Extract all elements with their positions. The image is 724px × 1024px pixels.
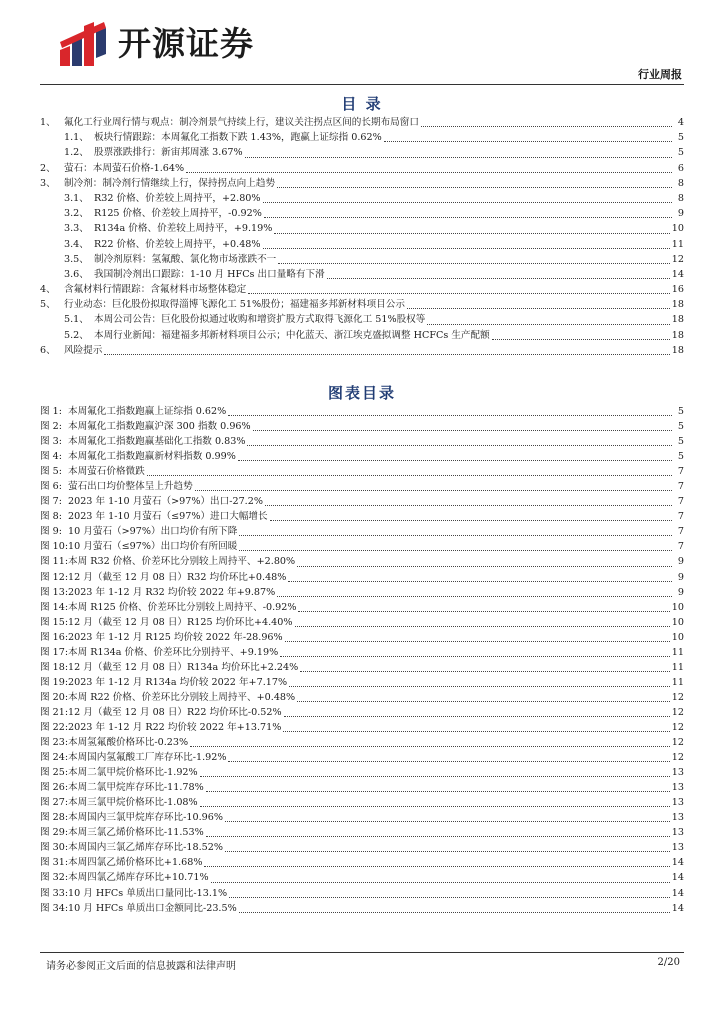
- entry-page: 18: [671, 314, 684, 326]
- leader-dots: [211, 881, 670, 883]
- entry-title: 本周三氯乙烯价格环比-11.53%: [68, 827, 204, 839]
- entry-title: 氟化工行业周行情与观点：制冷剂景气持续上行，建议关注拐点区间的长期布局窗口: [64, 117, 419, 128]
- company-logo: [58, 18, 273, 68]
- footer-divider: [40, 952, 684, 953]
- entry-title: 含氟材料行情跟踪：含氟材料市场整体稳定: [64, 284, 247, 296]
- entry-number: 5.2、: [64, 329, 89, 341]
- entry-page: 12: [671, 737, 684, 749]
- entry-title: 股票涨跌排行：新宙邦周涨 3.67%: [94, 147, 243, 159]
- entry-number: 1.2、: [64, 147, 89, 159]
- leader-dots: [427, 323, 669, 325]
- figure-entry[interactable]: [40, 780, 684, 795]
- leader-dots: [492, 338, 670, 340]
- entry-number: 图 22:: [40, 721, 69, 733]
- entry-page: 5: [677, 451, 684, 463]
- entry-title: 2023 年 1-10 月萤石（≤97%）进口大幅增长: [68, 511, 268, 523]
- entry-page: 13: [671, 767, 684, 779]
- entry-page: 6: [677, 162, 684, 174]
- entry-number: 图 10:: [40, 541, 69, 553]
- entry-title: 本周公司公告：巨化股份拟通过收购和增资扩股方式取得飞源化工 51%股权等: [94, 314, 426, 326]
- figure-entry[interactable]: [40, 404, 684, 419]
- leader-dots: [195, 489, 672, 491]
- toc-list: [40, 115, 684, 358]
- entry-number: 图 21:: [40, 706, 69, 718]
- figure-entry[interactable]: [40, 886, 684, 901]
- leader-dots: [298, 610, 669, 612]
- leader-dots: [274, 232, 669, 234]
- leader-dots: [238, 459, 672, 461]
- leader-dots: [190, 745, 670, 747]
- entry-title: 本周萤石价格微跌: [68, 466, 145, 478]
- entry-number: 图 13:: [40, 586, 69, 598]
- figure-entry[interactable]: [40, 539, 684, 554]
- entry-title: R125 价格、价差较上周持平，-0.92%: [94, 208, 262, 220]
- entry-number: 2、: [40, 162, 56, 174]
- entry-title: 2023 年 1-12 月 R134a 均价较 2022 年+7.17%: [68, 676, 288, 688]
- entry-title: 本周国内三氯甲烷库存环比-10.96%: [68, 812, 223, 824]
- entry-page: 12: [671, 253, 684, 265]
- leader-dots: [277, 186, 672, 188]
- leader-dots: [247, 444, 672, 446]
- toc-entry[interactable]: [40, 343, 684, 358]
- leader-dots: [384, 140, 672, 142]
- entry-number: 5.1、: [64, 314, 89, 326]
- leader-dots: [104, 353, 669, 355]
- figure-entry[interactable]: [40, 554, 684, 569]
- entry-title: 本周 R134a 价格、价差环比分别持平、+9.19%: [68, 646, 279, 658]
- figure-index-title: 图表目录: [327, 384, 396, 402]
- entry-page: 9: [677, 571, 684, 583]
- entry-page: 7: [677, 511, 684, 523]
- toc-entry[interactable]: [40, 312, 684, 327]
- entry-number: 图 11:: [40, 556, 69, 568]
- toc-entry[interactable]: [40, 130, 684, 145]
- toc-entry[interactable]: [40, 297, 684, 312]
- entry-page: 13: [671, 812, 684, 824]
- entry-title: 2023 年 1-12 月 R125 均价较 2022 年-28.96%: [68, 631, 283, 643]
- entry-page: 13: [671, 797, 684, 809]
- figure-entry[interactable]: [40, 720, 684, 735]
- entry-number: 3、: [40, 177, 56, 189]
- entry-number: 图 4:: [40, 451, 62, 463]
- entry-page: 11: [671, 676, 684, 688]
- figure-entry[interactable]: [40, 855, 684, 870]
- entry-number: 图 33:: [40, 887, 69, 899]
- entry-number: 图 25:: [40, 767, 69, 779]
- entry-title: 制冷剂原料：氢氟酸、氯化物市场涨跌不一: [94, 253, 277, 265]
- entry-number: 图 3:: [40, 436, 62, 448]
- entry-page: 12: [671, 752, 684, 764]
- entry-title: 本周行业新闻：福建福多邦新材料项目公示；中化蓝天、浙江埃克盛拟调整 HCFCs 生产配额: [94, 329, 490, 341]
- entry-title: 本周二氯甲烷价格环比-1.92%: [68, 767, 198, 779]
- leader-dots: [280, 655, 670, 657]
- entry-page: 18: [671, 329, 684, 341]
- entry-page: 7: [677, 526, 684, 538]
- entry-title: 萤石：本周萤石价格-1.64%: [64, 162, 185, 174]
- leader-dots: [289, 685, 670, 687]
- leader-dots: [297, 700, 670, 702]
- entry-page: 8: [677, 177, 684, 189]
- entry-page: 16: [671, 284, 684, 296]
- entry-number: 图 15:: [40, 616, 69, 628]
- entry-title: 本周氟化工指数跑赢新材料指数 0.99%: [68, 451, 236, 463]
- entry-number: 4、: [40, 284, 56, 296]
- entry-number: 图 14:: [40, 601, 69, 613]
- entry-page: 18: [671, 299, 684, 311]
- leader-dots: [206, 835, 670, 837]
- entry-number: 1.1、: [64, 132, 89, 144]
- toc-entry[interactable]: [40, 176, 684, 191]
- figure-entry[interactable]: [40, 735, 684, 750]
- toc-entry[interactable]: [40, 237, 684, 252]
- entry-page: 11: [671, 646, 684, 658]
- toc-entry[interactable]: [40, 328, 684, 343]
- entry-page: 13: [671, 782, 684, 794]
- leader-dots: [200, 805, 670, 807]
- leader-dots: [407, 307, 670, 309]
- entry-number: 图 5:: [40, 466, 62, 478]
- entry-page: 9: [677, 208, 684, 220]
- figure-entry[interactable]: [40, 585, 684, 600]
- entry-page: 10: [671, 601, 684, 613]
- figure-entry[interactable]: [40, 524, 684, 539]
- figure-entry[interactable]: [40, 494, 684, 509]
- figure-entry[interactable]: [40, 615, 684, 630]
- entry-number: 1、: [40, 117, 56, 128]
- entry-number: 图 8:: [40, 511, 62, 523]
- entry-page: 4: [677, 117, 684, 128]
- toc-entry[interactable]: [40, 206, 684, 221]
- figure-entry[interactable]: [40, 840, 684, 855]
- leader-dots: [283, 730, 669, 732]
- leader-dots: [204, 865, 669, 867]
- leader-dots: [239, 549, 672, 551]
- figure-entry[interactable]: [40, 901, 684, 916]
- entry-title: 制冷剂：制冷剂行情继续上行，保持拐点向上趋势: [64, 177, 276, 189]
- leader-dots: [288, 580, 672, 582]
- entry-title: 萤石出口均价整体呈上升趋势: [68, 481, 193, 493]
- entry-title: 本周 R22 价格、价差环比分别较上周持平、+0.48%: [68, 691, 296, 703]
- entry-title: 板块行情跟踪：本周氟化工指数下跌 1.43%，跑赢上证综指 0.62%: [94, 132, 382, 144]
- leader-dots: [421, 125, 672, 127]
- entry-title: R22 价格、价差较上周持平，+0.48%: [94, 238, 261, 250]
- entry-number: 图 29:: [40, 827, 69, 839]
- entry-page: 9: [677, 556, 684, 568]
- entry-title: 本周四氯乙烯价格环比+1.68%: [68, 857, 203, 869]
- leader-dots: [285, 640, 670, 642]
- entry-page: 14: [671, 857, 684, 869]
- leader-dots: [263, 247, 670, 249]
- leader-dots: [225, 820, 670, 822]
- entry-title: 本周氟化工指数跑赢上证综指 0.62%: [68, 406, 227, 417]
- entry-page: 5: [677, 406, 684, 417]
- entry-number: 3.4、: [64, 238, 89, 250]
- leader-dots: [245, 156, 672, 158]
- figure-entry[interactable]: [40, 630, 684, 645]
- figure-entry[interactable]: [40, 645, 684, 660]
- page-header: [0, 0, 724, 88]
- report-type-label: 行业周报: [638, 68, 682, 81]
- entry-title: 本周氢氟酸价格环比-0.23%: [68, 737, 189, 749]
- entry-page: 7: [677, 496, 684, 508]
- leader-dots: [264, 216, 672, 218]
- entry-number: 图 26:: [40, 782, 69, 794]
- entry-title: 12 月（截至 12 月 08 日）R22 均价环比-0.52%: [68, 706, 282, 718]
- leader-dots: [300, 670, 670, 672]
- entry-number: 图 7:: [40, 496, 62, 508]
- entry-page: 13: [671, 827, 684, 839]
- entry-page: 13: [671, 842, 684, 854]
- entry-page: 7: [677, 466, 684, 478]
- figure-index-list: [40, 404, 684, 916]
- page-number: 2/20: [657, 957, 680, 968]
- leader-dots: [297, 565, 672, 567]
- entry-page: 5: [677, 132, 684, 144]
- entry-page: 14: [671, 268, 684, 280]
- entry-number: 图 32:: [40, 872, 69, 884]
- figure-entry[interactable]: [40, 750, 684, 765]
- leader-dots: [225, 850, 670, 852]
- entry-title: 本周氟化工指数跑赢基础化工指数 0.83%: [68, 436, 246, 448]
- figure-entry[interactable]: [40, 810, 684, 825]
- entry-number: 图 1:: [40, 406, 62, 417]
- entry-page: 5: [677, 147, 684, 159]
- entry-page: 14: [671, 887, 684, 899]
- entry-page: 9: [677, 586, 684, 598]
- leader-dots: [228, 414, 672, 416]
- leader-dots: [147, 474, 672, 476]
- entry-number: 图 20:: [40, 691, 69, 703]
- entry-number: 6、: [40, 344, 56, 356]
- legal-disclaimer: 请务必参阅正文后面的信息披露和法律声明: [46, 961, 236, 972]
- entry-number: 3.5、: [64, 253, 89, 265]
- entry-page: 11: [671, 238, 684, 250]
- leader-dots: [186, 171, 672, 173]
- header-divider: [40, 84, 684, 85]
- figure-entry[interactable]: [40, 434, 684, 449]
- entry-title: 本周三氯甲烷价格环比-1.08%: [68, 797, 198, 809]
- entry-title: 10 月萤石（≤97%）出口均价有所回暖: [68, 541, 238, 553]
- entry-title: 本周四氯乙烯库存环比+10.71%: [68, 872, 209, 884]
- figure-entry[interactable]: [40, 795, 684, 810]
- toc-entry[interactable]: [40, 161, 684, 176]
- entry-number: 图 17:: [40, 646, 69, 658]
- entry-page: 5: [677, 436, 684, 448]
- entry-number: 图 34:: [40, 902, 69, 914]
- entry-title: 本周国内三氯乙烯库存环比-18.52%: [68, 842, 223, 854]
- entry-number: 图 16:: [40, 631, 69, 643]
- entry-page: 14: [671, 902, 684, 914]
- toc-entry[interactable]: [40, 191, 684, 206]
- figure-entry[interactable]: [40, 600, 684, 615]
- entry-number: 图 30:: [40, 842, 69, 854]
- entry-page: 7: [677, 481, 684, 493]
- entry-title: 本周国内氢氟酸工厂库存环比-1.92%: [68, 752, 227, 764]
- leader-dots: [277, 595, 672, 597]
- entry-number: 图 24:: [40, 752, 69, 764]
- leader-dots: [228, 760, 669, 762]
- entry-title: 10 月 HFCs 单质出口金额同比-23.5%: [68, 902, 237, 914]
- leader-dots: [270, 519, 672, 521]
- leader-dots: [229, 896, 670, 898]
- entry-title: 行业动态：巨化股份拟取得淄博飞源化工 51%股份；福建福多邦新材料项目公示: [64, 299, 405, 311]
- toc-entry[interactable]: [40, 115, 684, 130]
- leader-dots: [206, 790, 670, 792]
- leader-dots: [295, 625, 670, 627]
- logo-text: 开源证券: [118, 24, 254, 63]
- logo-mark-icon: [58, 20, 110, 68]
- entry-number: 3.2、: [64, 208, 89, 220]
- entry-number: 图 2:: [40, 421, 62, 433]
- entry-title: 本周二氯甲烷库存环比-11.78%: [68, 782, 204, 794]
- entry-page: 18: [671, 344, 684, 356]
- entry-number: 图 6:: [40, 481, 62, 493]
- toc-entry[interactable]: [40, 282, 684, 297]
- figure-entry[interactable]: [40, 690, 684, 705]
- entry-number: 图 27:: [40, 797, 69, 809]
- entry-page: 7: [677, 541, 684, 553]
- entry-title: 2023 年 1-10 月萤石（>97%）出口-27.2%: [68, 496, 263, 508]
- entry-page: 8: [677, 192, 684, 204]
- figure-entry[interactable]: [40, 660, 684, 675]
- leader-dots: [265, 504, 672, 506]
- entry-number: 图 12:: [40, 571, 69, 583]
- toc-entry[interactable]: [40, 221, 684, 236]
- entry-number: 图 9:: [40, 526, 62, 538]
- entry-title: 我国制冷剂出口跟踪：1-10 月 HFCs 出口量略有下滑: [94, 268, 325, 280]
- entry-title: 本周 R32 价格、价差环比分别较上周持平、+2.80%: [68, 556, 296, 568]
- figure-entry[interactable]: [40, 479, 684, 494]
- figure-entry[interactable]: [40, 449, 684, 464]
- entry-number: 3.6、: [64, 268, 89, 280]
- leader-dots: [327, 277, 670, 279]
- entry-number: 图 23:: [40, 737, 69, 749]
- entry-page: 5: [677, 421, 684, 433]
- leader-dots: [284, 715, 670, 717]
- entry-page: 10: [671, 616, 684, 628]
- leader-dots: [239, 911, 670, 913]
- leader-dots: [200, 775, 670, 777]
- entry-title: 12 月（截至 12 月 08 日）R32 均价环比+0.48%: [68, 571, 287, 583]
- entry-title: 2023 年 1-12 月 R32 均价较 2022 年+9.87%: [68, 586, 276, 598]
- figure-entry[interactable]: [40, 705, 684, 720]
- entry-number: 5、: [40, 299, 56, 311]
- entry-number: 图 31:: [40, 857, 69, 869]
- figure-entry[interactable]: [40, 765, 684, 780]
- entry-page: 10: [671, 223, 684, 235]
- entry-number: 3.3、: [64, 223, 89, 235]
- entry-page: 12: [671, 691, 684, 703]
- entry-number: 图 28:: [40, 812, 69, 824]
- toc-entry[interactable]: [40, 267, 684, 282]
- entry-number: 图 18:: [40, 661, 69, 673]
- entry-title: 本周 R125 价格、价差环比分别较上周持平、-0.92%: [68, 601, 297, 613]
- entry-title: R134a 价格、价差较上周持平，+9.19%: [94, 223, 273, 235]
- entry-page: 12: [671, 721, 684, 733]
- figure-entry[interactable]: [40, 870, 684, 885]
- entry-title: 风险提示: [64, 344, 103, 356]
- entry-page: 11: [671, 661, 684, 673]
- entry-title: R32 价格、价差较上周持平，+2.80%: [94, 192, 261, 204]
- entry-number: 3.1、: [64, 192, 89, 204]
- toc-title: 目 录: [341, 95, 383, 113]
- entry-title: 本周氟化工指数跑赢沪深 300 指数 0.96%: [68, 421, 251, 433]
- entry-title: 2023 年 1-12 月 R22 均价较 2022 年+13.71%: [68, 721, 282, 733]
- entry-title: 10 月 HFCs 单质出口量同比-13.1%: [68, 887, 228, 899]
- figure-entry[interactable]: [40, 509, 684, 524]
- entry-page: 12: [671, 706, 684, 718]
- entry-title: 10 月萤石（>97%）出口均价有所下降: [68, 526, 238, 538]
- leader-dots: [248, 292, 670, 294]
- entry-title: 12 月（截至 12 月 08 日）R134a 均价环比+2.24%: [68, 661, 299, 673]
- leader-dots: [253, 429, 672, 431]
- figure-entry[interactable]: [40, 825, 684, 840]
- figure-entry[interactable]: [40, 675, 684, 690]
- toc-entry[interactable]: [40, 252, 684, 267]
- leader-dots: [263, 201, 672, 203]
- toc-entry[interactable]: [40, 145, 684, 160]
- entry-page: 14: [671, 872, 684, 884]
- leader-dots: [239, 534, 672, 536]
- entry-number: 图 19:: [40, 676, 69, 688]
- leader-dots: [278, 262, 670, 264]
- figure-entry[interactable]: [40, 464, 684, 479]
- entry-page: 10: [671, 631, 684, 643]
- figure-entry[interactable]: [40, 570, 684, 585]
- entry-title: 12 月（截至 12 月 08 日）R125 均价环比+4.40%: [68, 616, 293, 628]
- figure-entry[interactable]: [40, 419, 684, 434]
